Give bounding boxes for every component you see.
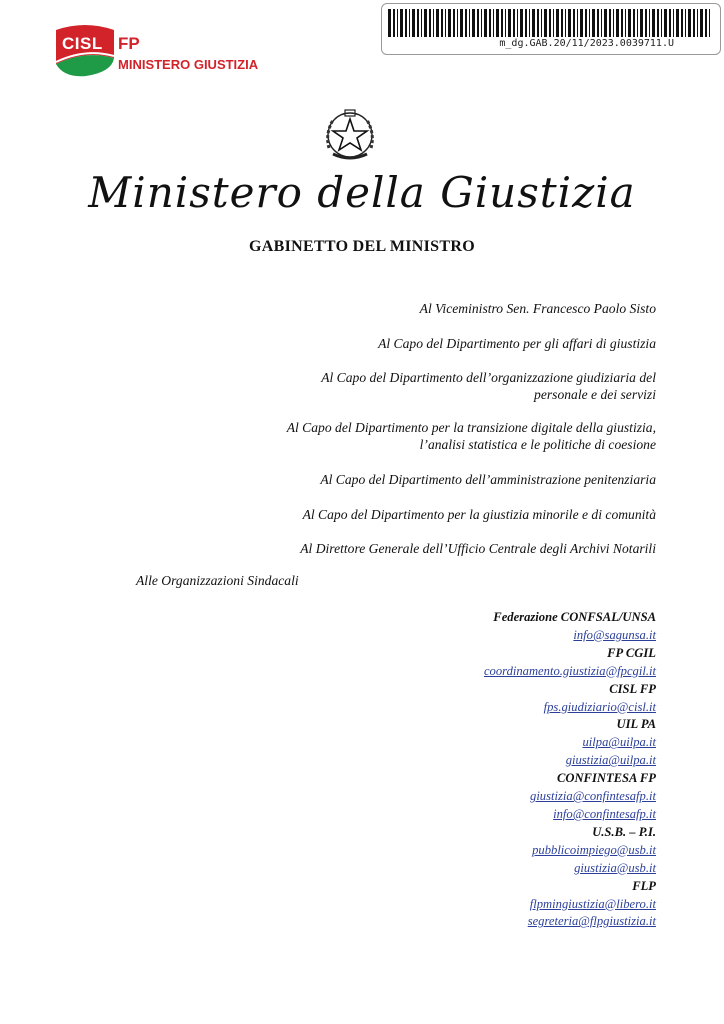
- italian-republic-emblem-icon: [319, 104, 381, 166]
- union-name: CONFINTESA FP: [556, 771, 656, 786]
- recipient-line: Al Direttore Generale dell’Ufficio Centrale degli Archivi Notarili: [300, 541, 656, 556]
- recipient-line: Al Capo del Dipartimento dell’organizzazione giudiziaria del: [321, 370, 656, 385]
- protocol-code: m_dg.GAB.20/11/2023.0039711.U: [499, 38, 674, 49]
- ministry-title: Ministero della Giustizia: [88, 168, 636, 217]
- logo-cisl-text: CISL: [62, 34, 103, 53]
- union-name: U.S.B. – P.I.: [592, 824, 656, 839]
- recipient: [136, 335, 656, 352]
- recipient: [136, 300, 656, 317]
- union-email-link[interactable]: giustizia@uilpa.it: [565, 753, 656, 768]
- union-email-link[interactable]: fps.giudiziario@cisl.it: [543, 699, 656, 714]
- union-email-link[interactable]: giustizia@confintesafp.it: [530, 789, 656, 804]
- union-email-link[interactable]: info@sagunsa.it: [573, 627, 656, 642]
- recipient-line: Al Capo del Dipartimento per la giustizia minorile e di comunità: [302, 507, 656, 522]
- union-email-link[interactable]: coordinamento.giustizia@fpcgil.it: [483, 663, 656, 678]
- union-email-link[interactable]: giustizia@usb.it: [574, 860, 656, 875]
- recipient: [136, 419, 656, 453]
- union-name: FP CGIL: [607, 645, 656, 660]
- union-name: UIL PA: [616, 717, 656, 732]
- recipient-line: Al Capo del Dipartimento per gli affari di giustizia: [378, 336, 656, 351]
- recipient-line: l’analisi statistica e le politiche di coesione: [419, 437, 656, 452]
- union-name: FLP: [632, 878, 656, 893]
- recipient-line: Al Capo del Dipartimento dell’amministrazione penitenziaria: [320, 472, 656, 487]
- recipients-list: [136, 300, 656, 557]
- logo-fp-text: FP: [118, 34, 140, 53]
- barcode-icon: [388, 9, 712, 37]
- union-email-link[interactable]: segreteria@flpgiustizia.it: [527, 914, 656, 929]
- unions-intro: Alle Organizzazioni Sindacali: [136, 573, 299, 588]
- recipient-line: Al Capo del Dipartimento per la transizione digitale della giustizia,: [286, 420, 656, 435]
- recipient-line: personale e dei servizi: [534, 387, 656, 402]
- recipient: [136, 369, 656, 403]
- recipient-line: Al Viceministro Sen. Francesco Paolo Sisto: [419, 301, 656, 316]
- union-name: CISL FP: [609, 681, 656, 696]
- union-email-link[interactable]: flpmingiustizia@libero.it: [529, 896, 656, 911]
- recipient: [136, 471, 656, 488]
- protocol-barcode: [381, 3, 721, 55]
- unions-list: [336, 609, 656, 931]
- office-heading: GABINETTO DEL MINISTRO: [249, 238, 475, 255]
- union-email-link[interactable]: uilpa@uilpa.it: [582, 735, 656, 750]
- recipient: [136, 540, 656, 557]
- cisl-fp-logo: [52, 24, 292, 84]
- union-name: Federazione CONFSAL/UNSA: [493, 610, 656, 624]
- union-email-link[interactable]: pubblicoimpiego@usb.it: [532, 842, 656, 857]
- recipient: [136, 506, 656, 523]
- union-email-link[interactable]: info@confintesafp.it: [553, 806, 656, 821]
- logo-ministero-text: MINISTERO GIUSTIZIA: [118, 57, 259, 72]
